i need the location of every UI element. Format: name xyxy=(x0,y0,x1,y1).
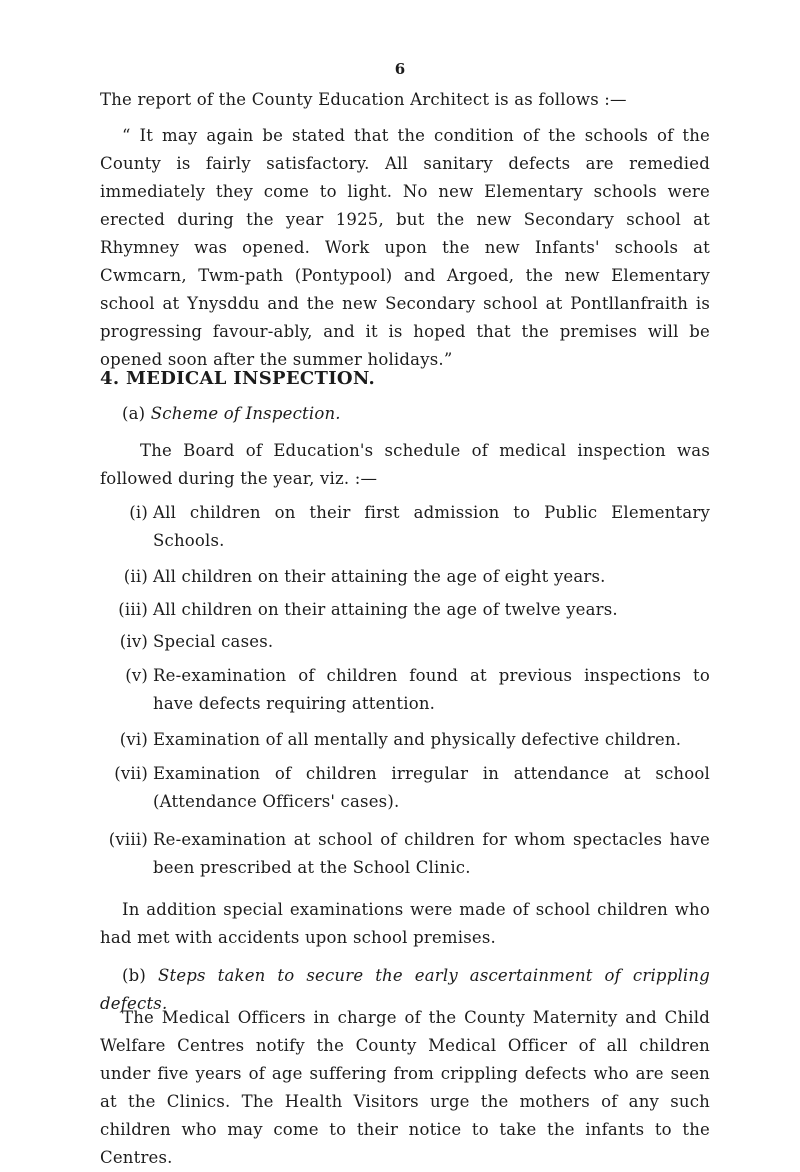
welfare-paragraph: The Medical Officers in charge of the County Maternity and Child Welfare Centres notify the County Medical Officer of all children under five years of age suffering from crippling defects who are seen at the Clinics. The Health Visitors urge the mothers of any such children who may come to their notice to take the infants to the Centres. xyxy=(100,1008,710,1167)
architect-quote: “ It may again be stated that the condition of the schools of the County is fairly satisfactory. All sanitary defects are remedied immediately they come to light. No new Elementary schools were erected during the year 1925, but the new Secondary school at Rhymney was opened. Work upon the new Infants' schools at Cwmcarn, Twm-path (Pontypool) and Argoed, the new Elementary school at Ynysddu and the new Secondary school at Pontllanfraith is progressing favour-ably, and it is hoped that the premises will be opened soon after the summer holidays.” xyxy=(100,126,710,369)
additional-examinations: In addition special examinations were made of school children who had met with accidents upon school premises. xyxy=(100,900,710,947)
subsection-b-title: Steps taken to secure the early ascertainment of crippling defects. xyxy=(100,966,710,1013)
list-item xyxy=(129,499,710,555)
list-item-text: All children on their attaining the age of twelve years. xyxy=(153,600,618,619)
list-item-text: Re-examination of children found at previous inspections to have defects requiring attention. xyxy=(153,666,710,713)
intro-paragraph: The report of the County Education Architect is as follows :— xyxy=(100,90,627,109)
list-item-number: (iv) xyxy=(119,632,148,651)
subsection-a-marker: (a) xyxy=(122,404,146,423)
list-item-number: (vii) xyxy=(114,764,148,783)
list-item xyxy=(114,760,710,816)
list-item xyxy=(108,826,710,882)
list-item xyxy=(118,596,710,624)
list-item-text: Special cases. xyxy=(153,632,274,651)
subsection-a-title: Scheme of Inspection. xyxy=(150,404,341,423)
list-item-number: (iii) xyxy=(118,600,148,619)
list-item-number: (viii) xyxy=(108,830,148,849)
list-item-number: (vi) xyxy=(119,730,148,749)
list-item-number: (ii) xyxy=(123,567,148,586)
list-item xyxy=(123,563,710,591)
list-item xyxy=(119,628,710,656)
list-item xyxy=(125,662,710,718)
list-item-text: Examination of children irregular in attendance at school (Attendance Officers' cases). xyxy=(153,764,710,811)
schedule-intro: The Board of Education's schedule of medical inspection was followed during the year, viz. :— xyxy=(100,441,710,488)
list-item-text: All children on their first admission to Public Elementary Schools. xyxy=(153,503,710,550)
page-number: 6 xyxy=(394,60,406,78)
list-item-text: All children on their attaining the age of eight years. xyxy=(153,567,606,586)
section-heading: 4. MEDICAL INSPECTION. xyxy=(100,368,376,389)
subsection-b-marker: (b) xyxy=(122,966,147,985)
list-item xyxy=(119,726,710,754)
list-item-number: (v) xyxy=(125,666,148,685)
list-item-text: Examination of all mentally and physically defective children. xyxy=(153,730,682,749)
subsection-a-heading xyxy=(100,400,710,428)
list-item-number: (i) xyxy=(129,503,148,522)
list-item-text: Re-examination at school of children for whom spectacles have been prescribed at the School Clinic. xyxy=(153,830,710,877)
